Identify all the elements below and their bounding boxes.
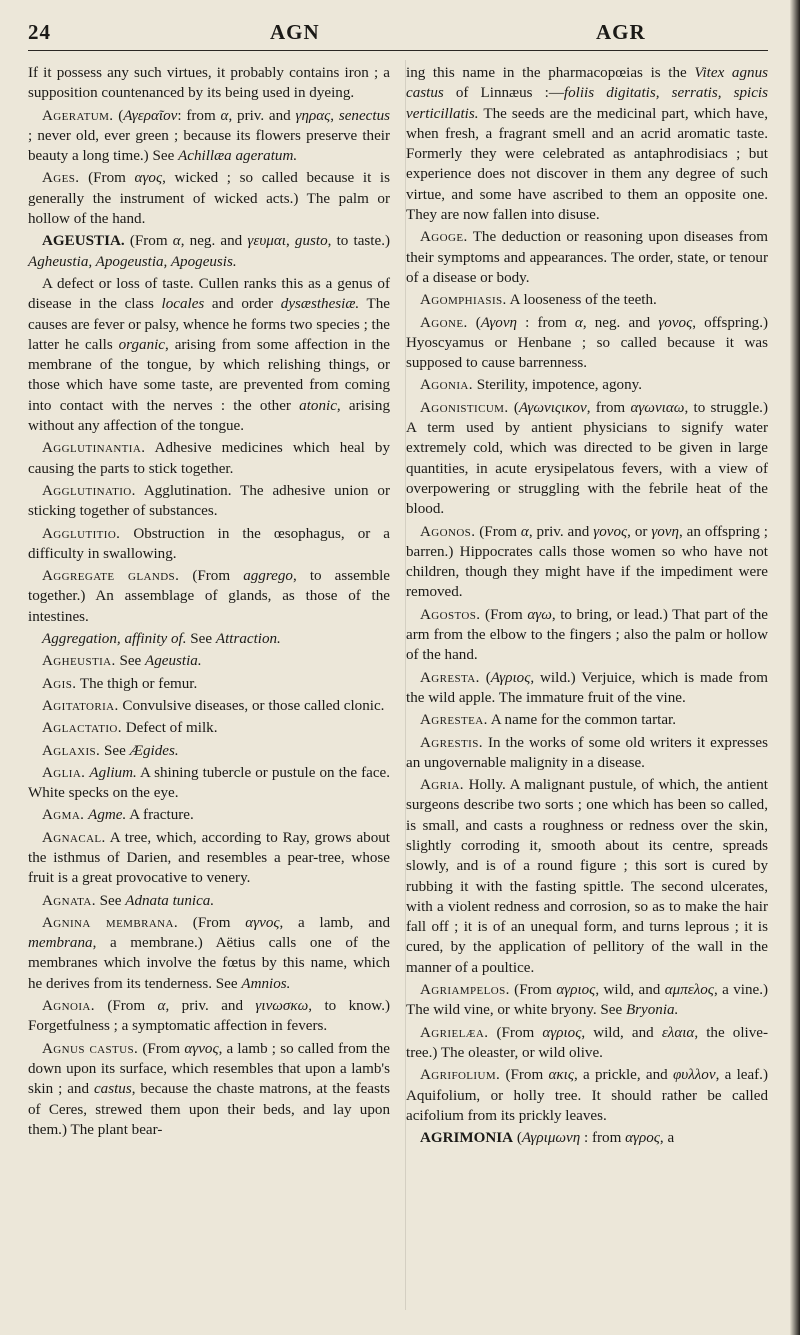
entry-text: Sterility, impotence, agony.: [472, 377, 642, 394]
entry-text: See: [186, 631, 216, 648]
entry-headword: Ageratum.: [42, 107, 114, 124]
guide-word-right: AGR: [596, 20, 646, 44]
entry-text: , arising without any affection of the tongue.: [28, 397, 390, 435]
page-edge-shadow: [790, 0, 800, 1335]
entry-text: , offspring.) Hyoscyamus or Henbane ; so called because it was supposed to cause barrenness.: [406, 314, 768, 372]
dictionary-entry: [406, 980, 768, 1021]
entry-text: α: [574, 314, 583, 331]
entry-text: αγριος: [556, 982, 596, 999]
dictionary-entry: [406, 733, 768, 774]
entry-text: atonic: [299, 397, 337, 414]
page-number: 24: [28, 20, 51, 44]
dictionary-entry: [28, 651, 390, 671]
entry-headword: Agglutinantia.: [42, 440, 146, 457]
entry-text: A name for the common tartar.: [487, 712, 676, 729]
entry-text: γινωσκω: [255, 998, 309, 1015]
entry-headword: Agonos.: [420, 523, 476, 540]
entry-text: ακις: [548, 1067, 574, 1084]
entry-text: αμπελος: [664, 982, 714, 999]
entry-text: ,: [285, 233, 295, 250]
dictionary-entry: [406, 313, 768, 374]
entry-text: (From: [94, 998, 158, 1015]
entry-text: , priv. and: [528, 523, 594, 540]
entry-headword: Agone.: [420, 314, 468, 331]
entry-text: γονος: [593, 523, 628, 540]
dictionary-entry: [28, 231, 390, 272]
entry-text: gusto: [294, 233, 328, 250]
entry-text: membrana: [28, 935, 93, 952]
entry-text: (From: [138, 1040, 185, 1057]
dictionary-entry: [406, 668, 768, 709]
entry-text: , or: [627, 523, 652, 540]
dictionary-entry: [28, 168, 390, 229]
entry-text: Αγονη: [480, 314, 518, 331]
entry-headword: Agnina membrana.: [42, 914, 179, 931]
entry-text: Agglutination. The adhesive union or sticking together of substances.: [28, 482, 390, 520]
entry-headword: Agrifolium.: [420, 1067, 501, 1084]
entry-headword: Agresta.: [420, 669, 480, 686]
entry-headword: Agoge.: [420, 229, 468, 246]
entry-headword: Agnus castus.: [42, 1040, 139, 1057]
entry-text: , wild, and: [581, 1024, 662, 1041]
entry-headword: Aglia.: [42, 764, 86, 781]
entry-text: See: [100, 742, 130, 759]
column-gutter: [405, 60, 406, 1310]
dictionary-entry: [406, 63, 768, 225]
entry-headword: Agglutitio.: [42, 525, 121, 542]
entry-text: , wild, and: [595, 982, 665, 999]
entry-text: (From: [488, 1024, 543, 1041]
entry-headword: Agria.: [420, 777, 464, 794]
entry-text: aggrego: [243, 568, 293, 585]
dictionary-entry: [28, 524, 390, 565]
entry-text: (: [479, 669, 491, 686]
entry-text: of Linnæus :—: [443, 85, 564, 102]
dictionary-entry: [28, 629, 390, 649]
entry-text: In the works of some old writers it expresses an ungovernable malignity in a disease.: [406, 734, 768, 771]
entry-headword: Aglactatio.: [42, 720, 122, 737]
entry-headword: Agitatoria.: [42, 697, 119, 714]
entry-text: The deduction or reasoning upon diseases from their symptoms and appearances. The order, state, or tenour of a disease or body.: [406, 229, 768, 286]
entry-text: locales: [161, 296, 205, 313]
entry-headword: Agrestea.: [420, 712, 488, 729]
dictionary-entry: [406, 710, 768, 730]
entry-text: Vitex agnus castus: [406, 65, 768, 102]
entry-text: ,: [330, 107, 339, 124]
dictionary-entry: [28, 438, 390, 479]
dictionary-entry: [28, 481, 390, 522]
entry-text: : from: [580, 1130, 626, 1147]
dictionary-entry: [28, 566, 390, 627]
entry-headword: Agheustia.: [42, 653, 116, 670]
entry-text: ; never old, ever green ; because its flowers preserve their beauty a long time.) See: [28, 127, 390, 165]
entry-headword: Agrielæa.: [420, 1024, 489, 1041]
entry-text: , to struggle.) A term used by antient physicians to signify water extremely cold, which was directed to be given in large quantities, in acute erysipelatous fevers, with a view of overpowering or struggling with the febrile heat of the blood.: [406, 399, 768, 518]
entry-headword: Agostos.: [420, 606, 481, 623]
dictionary-entry: [28, 805, 390, 825]
guide-word-left: AGN: [270, 20, 320, 44]
entry-text: (: [113, 107, 124, 124]
entry-text: (From: [500, 1067, 549, 1084]
entry-text: α: [157, 998, 166, 1015]
dictionary-entry: [28, 828, 390, 889]
entry-text: A fracture.: [126, 807, 194, 824]
entry-headword: Agonia.: [420, 377, 473, 394]
entry-text: (From: [179, 568, 244, 585]
dictionary-entry: [28, 891, 390, 911]
entry-text: castus: [93, 1081, 132, 1098]
dictionary-entry: [406, 775, 768, 978]
dictionary-entry: [28, 718, 390, 738]
dictionary-entry: [406, 522, 768, 603]
dictionary-entry: [28, 106, 390, 167]
entry-headword: Agomphiasis.: [420, 292, 507, 309]
entry-text: ing this name in the pharmacopœias is the: [406, 65, 695, 81]
dictionary-entry: [406, 375, 768, 395]
entry-text: , a membrane.) Aëtius calls one of the membranes which involve the fœtus by this name, which he derives from its tenderness. See: [28, 935, 390, 992]
entry-text: αγος: [134, 170, 163, 187]
entry-text: Aglium.: [89, 764, 137, 781]
entry-text: dysæsthesiæ.: [280, 296, 360, 313]
entry-text: αγνος: [245, 914, 280, 931]
dictionary-entry: [406, 1128, 768, 1148]
entry-text: (: [467, 314, 481, 331]
entry-headword: Aggregate glands.: [42, 568, 180, 585]
running-header: [28, 14, 768, 51]
entry-headword: Agglutinatio.: [42, 482, 136, 499]
text-columns: [28, 63, 768, 1150]
entry-text: , neg. and: [180, 233, 248, 250]
entry-text: , a lamb ; so called from the down upon its surface, which resembles that upon a lamb's skin ; and: [28, 1040, 391, 1098]
entry-headword: Agonisticum.: [420, 399, 509, 416]
entry-text: Agme.: [88, 807, 127, 824]
dictionary-entry: [28, 696, 390, 716]
entry-text: A looseness of the teeth.: [506, 292, 657, 309]
entry-text: Convulsive diseases, or those called clonic.: [118, 697, 385, 714]
entry-text: See: [95, 892, 126, 909]
right-column: [406, 63, 768, 1150]
entry-text: (From: [509, 982, 557, 999]
entry-text: Amnios.: [241, 975, 291, 992]
dictionary-entry: [28, 763, 390, 804]
dictionary-entry: [28, 274, 390, 436]
dictionary-entry: [406, 1065, 768, 1126]
entry-text: Defect of milk.: [121, 720, 218, 737]
entry-text: (From: [178, 914, 246, 931]
entry-text: See: [115, 653, 146, 670]
entry-text: Attraction.: [215, 631, 281, 648]
dictionary-entry: [28, 63, 390, 104]
entry-headword: Agnacal.: [42, 829, 106, 846]
entry-text: : from: [517, 314, 575, 331]
entry-text: senectus: [338, 107, 390, 124]
entry-text: Adnata tunica.: [125, 892, 215, 909]
entry-text: , a prickle, and: [573, 1067, 673, 1084]
entry-text: αγριος: [542, 1024, 582, 1041]
entry-text: γονος: [658, 314, 693, 331]
entry-text: Obstruction in the œsophagus, or a difficulty in swallowing.: [28, 525, 390, 562]
entry-text: , wicked ; so called because it is generally the instrument of wicked acts.) The palm or hollow of the hand.: [28, 170, 391, 228]
entry-text: (: [513, 1130, 522, 1147]
entry-text: ελαια: [661, 1024, 695, 1041]
dictionary-entry: [28, 913, 390, 994]
entry-text: A tree, which, according to Ray, grows about the isthmus of Darien, and resembles a pear-tree, whose fruit is a great provocative to venery.: [28, 829, 390, 887]
entry-text: , arising from some affection in the membrane of the tongue, by which relishing things, or those which have some taste, are prevented from coming into contact with the nerves : the other: [28, 336, 390, 414]
dictionary-entry: [28, 1039, 390, 1140]
dictionary-entry: [406, 290, 768, 310]
entry-text: If it possess any such virtues, it probably contains iron ; a supposition countenanced by its being used in dyeing.: [28, 65, 390, 102]
entry-text: Αγεραῖον: [123, 107, 178, 124]
entry-text: φυλλον: [672, 1067, 716, 1084]
entry-text: , a: [659, 1130, 675, 1147]
entry-headword: AGRIMONIA: [420, 1130, 514, 1147]
entry-text: Achillæa ageratum.: [178, 148, 298, 165]
entry-text: The seeds are the medicinal part, which have, when fresh, a fragrant smell and an acrid aromatic taste. Formerly they were celebrated as antaphrodisiacs ; but experience does not discover in them any degree of such virtue, and some have ascribed to them an opposite one. They are now fallen into disuse.: [406, 105, 768, 224]
entry-text: , because the chaste matrons, at the feasts of Ceres, strewed them upon their beds, and lay upon them.) The plant bear-: [28, 1081, 390, 1138]
entry-text: (From: [475, 523, 521, 540]
entry-text: organic: [118, 336, 166, 353]
entry-headword: Aglaxis.: [42, 742, 101, 759]
entry-text: α: [172, 233, 181, 250]
entry-text: (From: [124, 233, 173, 250]
entry-text: , neg. and: [582, 314, 659, 331]
dictionary-entry: [28, 674, 390, 694]
left-column: [28, 63, 390, 1150]
entry-text: and order: [204, 296, 281, 313]
entry-text: (: [508, 399, 519, 416]
entry-text: γηρας: [295, 107, 331, 124]
entry-text: A shining tubercle or pustule on the face. White specks on the eye.: [28, 764, 390, 802]
entry-text: , a vine.) The wild vine, or white bryony. See: [406, 982, 769, 1019]
entry-text: A defect or loss of taste. Cullen ranks this as a genus of disease in the class: [28, 275, 390, 313]
entry-text: αγνος: [184, 1040, 219, 1057]
entry-text: , to bring, or lead.) That part of the arm from the elbow to the fingers ; also the palm or hollow of the hand.: [406, 606, 769, 664]
entry-text: Αγριος: [490, 669, 531, 686]
entry-text: , to know.) Forgetfulness ; a symptomatic affection in fevers.: [28, 998, 390, 1035]
entry-headword: Agnata.: [42, 892, 96, 909]
entry-text: Agheustia, Apogeustia, Apogeusis.: [28, 253, 237, 270]
entry-text: , an offspring ; barren.) Hippocrates calls those women so who have not children, though they might have if the impediment were removed.: [406, 523, 768, 601]
entry-headword: Agis.: [42, 675, 77, 692]
entry-text: α: [220, 107, 229, 124]
entry-text: (From: [480, 606, 528, 623]
entry-text: αγρος: [625, 1130, 660, 1147]
entry-text: Ageustia.: [145, 653, 202, 670]
entry-text: γευμαι: [247, 233, 286, 250]
entry-text: , wild.) Verjuice, which is made from the wild apple. The immature fruit of the vine.: [406, 669, 768, 706]
entry-text: , a lamb, and: [279, 914, 390, 931]
dictionary-entry: [406, 227, 768, 288]
entry-headword: Agnoia.: [42, 998, 95, 1015]
entry-text: , the olive-tree.) The oleaster, or wild olive.: [406, 1024, 768, 1061]
entry-text: , from: [586, 399, 631, 416]
entry-text: Aggregation, affinity of.: [42, 631, 187, 648]
entry-text: , priv. and: [165, 998, 256, 1015]
entry-text: , to taste.): [327, 233, 390, 250]
entry-text: Αγριμωνη: [521, 1130, 581, 1147]
dictionary-entry: [28, 996, 390, 1037]
dictionary-entry: [406, 605, 768, 666]
entry-headword: Agma.: [42, 807, 85, 824]
entry-text: foliis digitatis, serratis, spicis verticillatis.: [406, 85, 768, 122]
entry-text: α: [520, 523, 529, 540]
entry-text: αγω: [527, 606, 552, 623]
entry-text: Ægides.: [129, 742, 179, 759]
entry-text: , to assemble together.) An assemblage of glands, as those of the intestines.: [28, 568, 391, 625]
dictionary-entry: [28, 741, 390, 761]
entry-text: (From: [79, 170, 135, 187]
entry-text: αγωνιαω: [630, 399, 685, 416]
entry-text: , priv. and: [228, 107, 296, 124]
entry-text: γονη: [651, 523, 679, 540]
entry-headword: AGEUSTIA.: [42, 233, 125, 250]
entry-text: Holly. A malignant pustule, of which, the antient surgeons describe two sorts ; one which has been so called, is small, and casts a roughness or redness over the skin, slightly corroding it, smooth about its centre, spreads slowly, and is of a round figure ; this sort is cured by rubbing it with the fasting spittle. The second ulcerates, with a violent redness and corrosion, so as to make the hair fall off ; it is of an unequal form, and turns leprous ; it is cured, by the application of pellitory of the wall in the manner of a poultice.: [406, 777, 768, 976]
entry-text: Bryonia.: [625, 1002, 679, 1019]
dictionary-entry: [406, 398, 768, 520]
entry-text: Αγωνιςικον: [518, 399, 587, 416]
entry-text: The causes are fever or palsy, whence he forms two species ; the latter he calls: [28, 296, 391, 353]
entry-text: The thigh or femur.: [76, 675, 198, 692]
entry-text: Adhesive medicines which heal by causing the parts to stick together.: [28, 440, 390, 477]
entry-headword: Ages.: [42, 170, 80, 187]
entry-text: : from: [177, 107, 221, 124]
dictionary-entry: [406, 1023, 768, 1064]
entry-text: , a leaf.) Aquifolium, or holly tree. It should rather be called acifolium from its prickly leaves.: [406, 1067, 768, 1124]
entry-headword: Agrestis.: [420, 734, 483, 751]
entry-headword: Agriampelos.: [420, 982, 510, 999]
